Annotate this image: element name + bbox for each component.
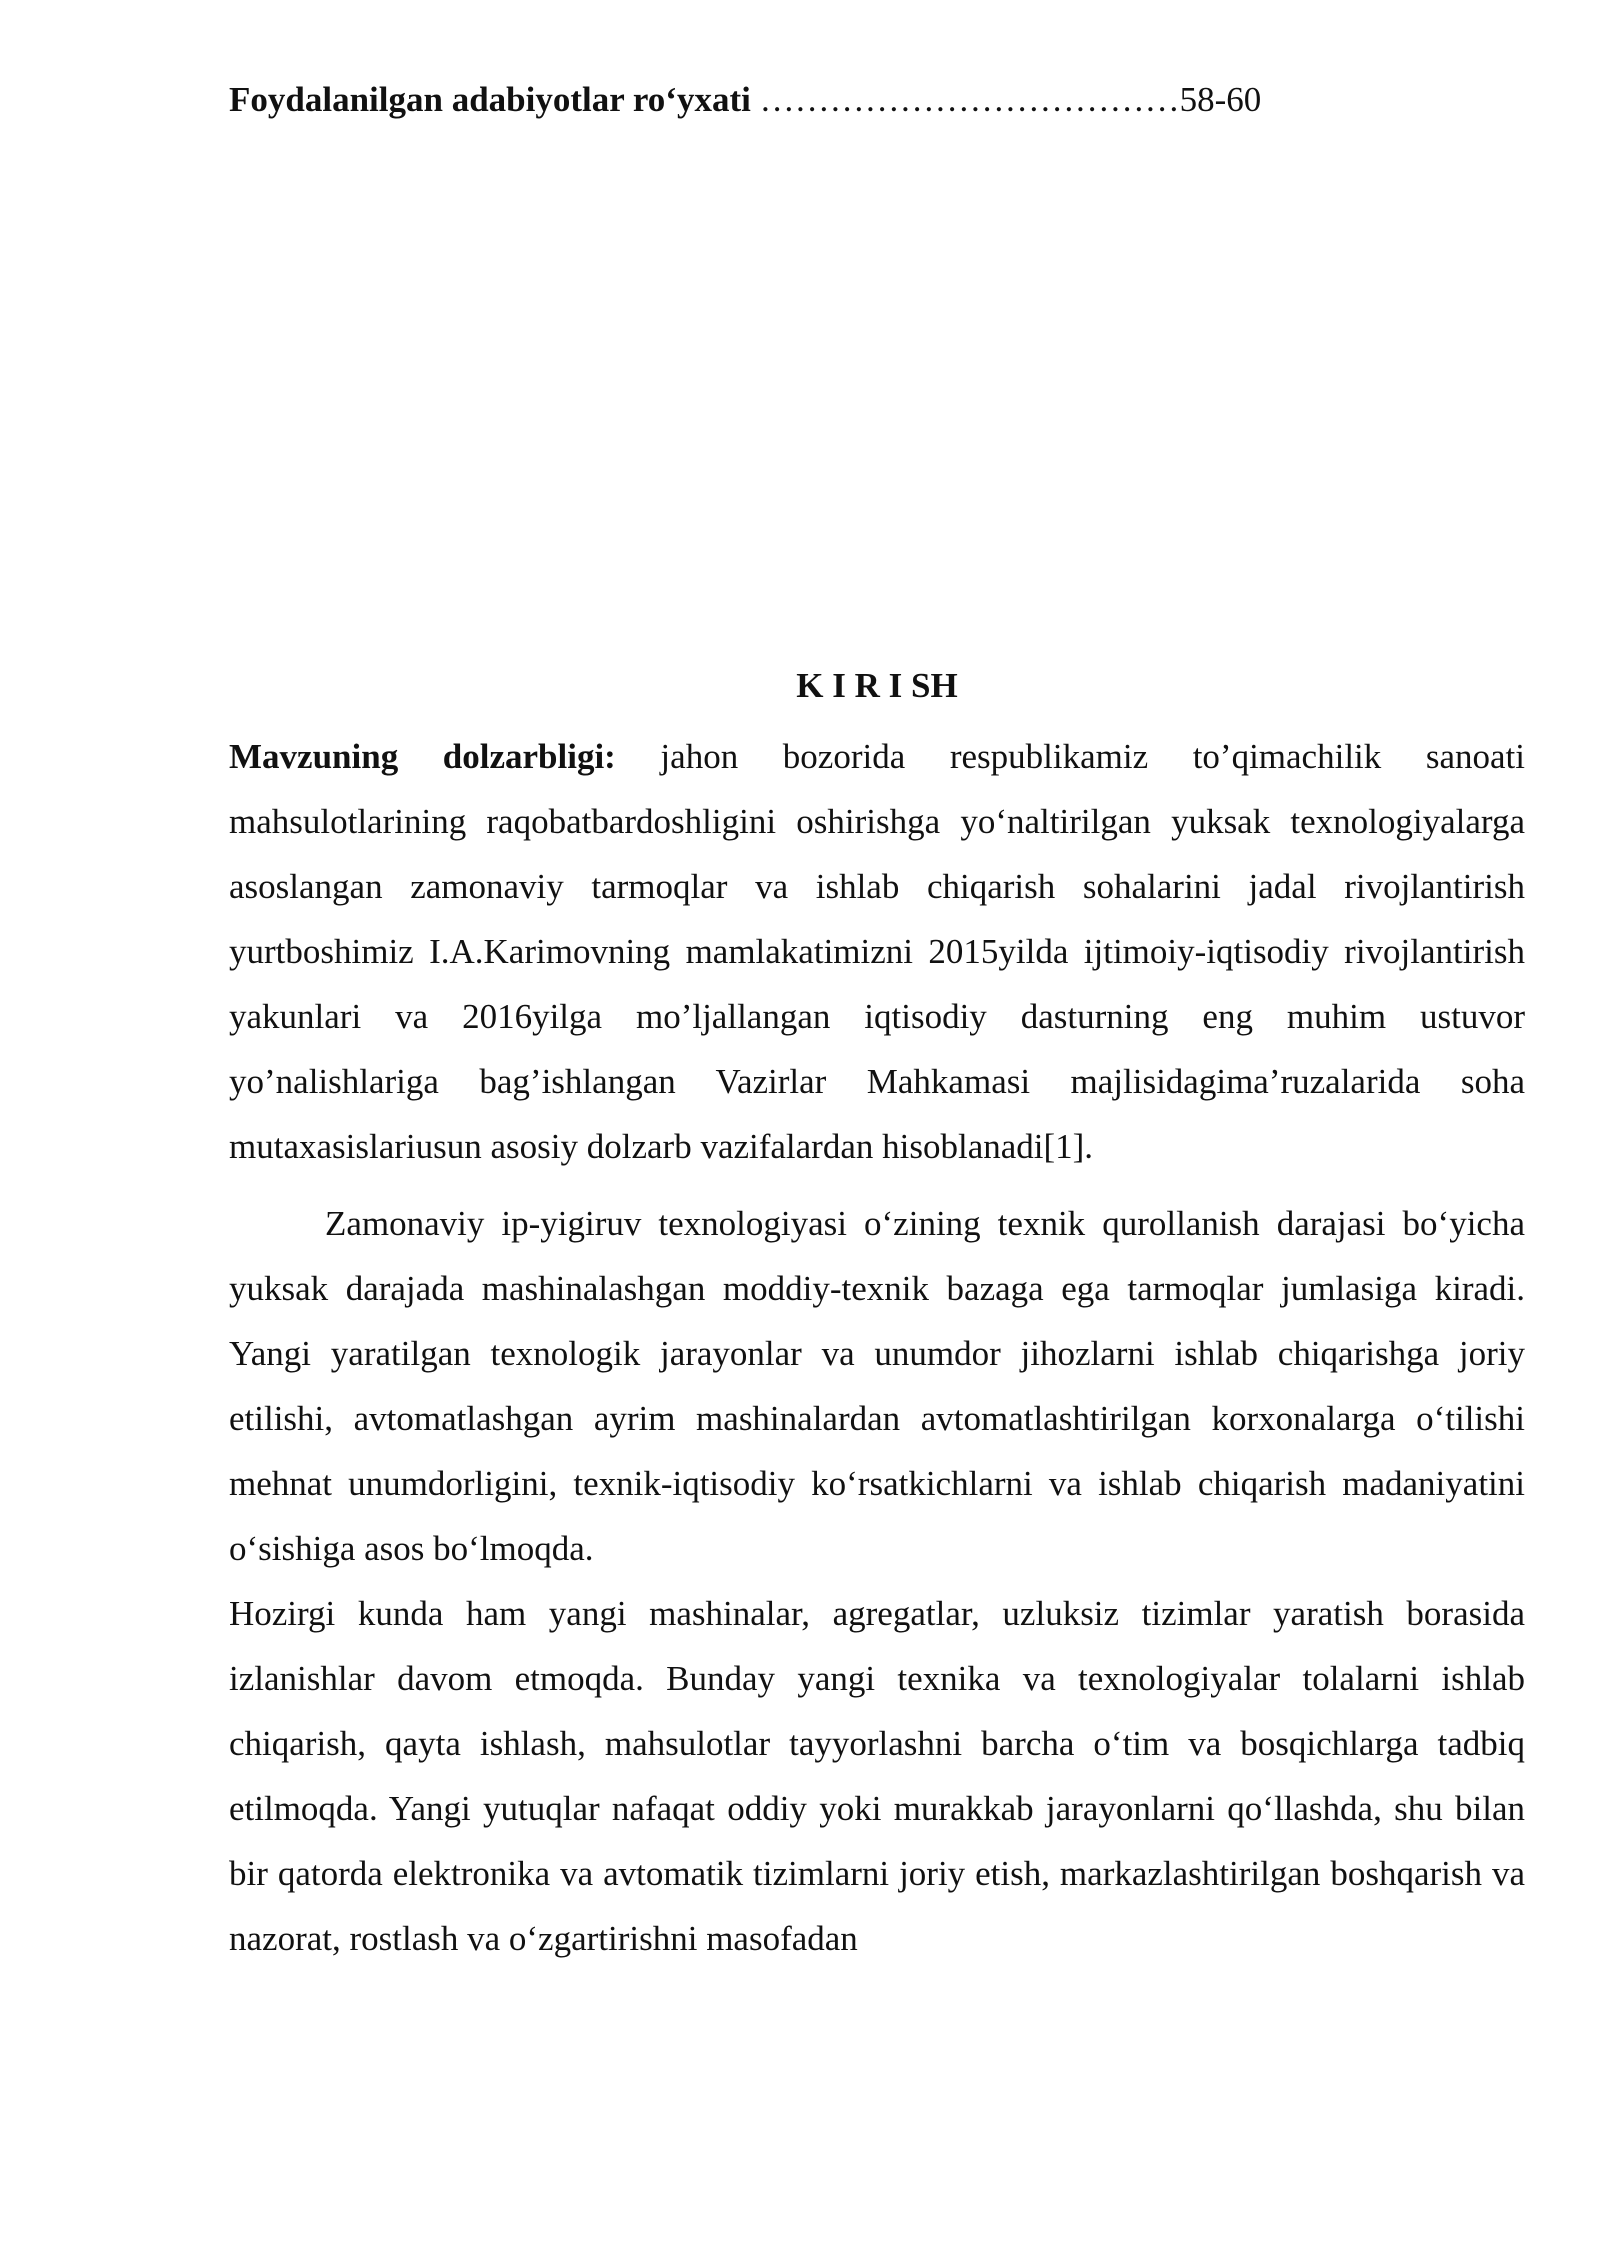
toc-entry-title: Foydalanilgan adabiyotlar ro‘yxati — [229, 80, 751, 119]
toc-entry — [229, 74, 1261, 126]
body-text — [229, 724, 1525, 1971]
paragraph-spinning-technology: Zamonaviy ip-yigiruv texnologiyasi o‘zining texnik qurollanish darajasi bo‘yicha yuksak darajada mashinalashgan moddiy-texnik bazaga ega tarmoqlar jumlasiga kiradi. Yangi yaratilgan texnologik jarayonlar va unumdor jihozlarni ishlab chiqarishga joriy etilishi, avtomatlashgan ayrim mashinalardan avtomatlashtirilgan korxonalarga o‘tilishi mehnat unumdorligini, texnik-iqtisodiy ko‘rsatkichlarni va ishlab chiqarish madaniyatini o‘sishiga asos bo‘lmoqda. — [229, 1204, 1525, 1568]
toc-entry-pages: 58-60 — [1179, 80, 1262, 119]
section-heading: K I R I SH — [796, 666, 958, 705]
toc-entry-leader: ……………………………… — [750, 80, 1180, 119]
paragraph-text: jahon bozorida respublikamiz to’qimachilik sanoati mahsulotlarining raqobatbardoshligini oshirishga yo‘naltirilgan yuksak texnologiyalarga asoslangan zamonaviy tarmoqlar va ishlab chiqarish sohalarini jadal rivojlantirish yurtboshimiz I.A.Karimovning mamlakatimizni 2015yilda ijtimoiy-iqtisodiy rivojlantirish yakunlari va 2016yilga mo’ljallangan iqtisodiy dasturning eng muhim ustuvor yo’nalishlariga bag’ishlangan Vazirlar Mahkamasi majlisidagima’ruzalarida soha mutaxasislariusun asosiy dolzarb vazifalardan hisoblanadi[1]. — [229, 737, 1525, 1166]
paragraph-research: Hozirgi kunda ham yangi mashinalar, agregatlar, uzluksiz tizimlar yaratish borasida izlanishlar davom etmoqda. Bunday yangi texnika va texnologiyalar tolalarni ishlab chiqarish, qayta ishlash, mahsulotlar tayyorlashni barcha o‘tim va bosqichlarga tadbiq etilmoqda. Yangi yutuqlar nafaqat oddiy yoki murakkab jarayonlarni qo‘llashda, shu bilan bir qatorda elektronika va avtomatik tizimlarni joriy etish, markazlashtirilgan boshqarish va nazorat, rostlash va o‘zgartirishni masofadan — [229, 1594, 1525, 1958]
paragraph-lead: Mavzuning dolzarbligi: — [229, 737, 616, 776]
paragraph-relevance — [229, 724, 1525, 1179]
